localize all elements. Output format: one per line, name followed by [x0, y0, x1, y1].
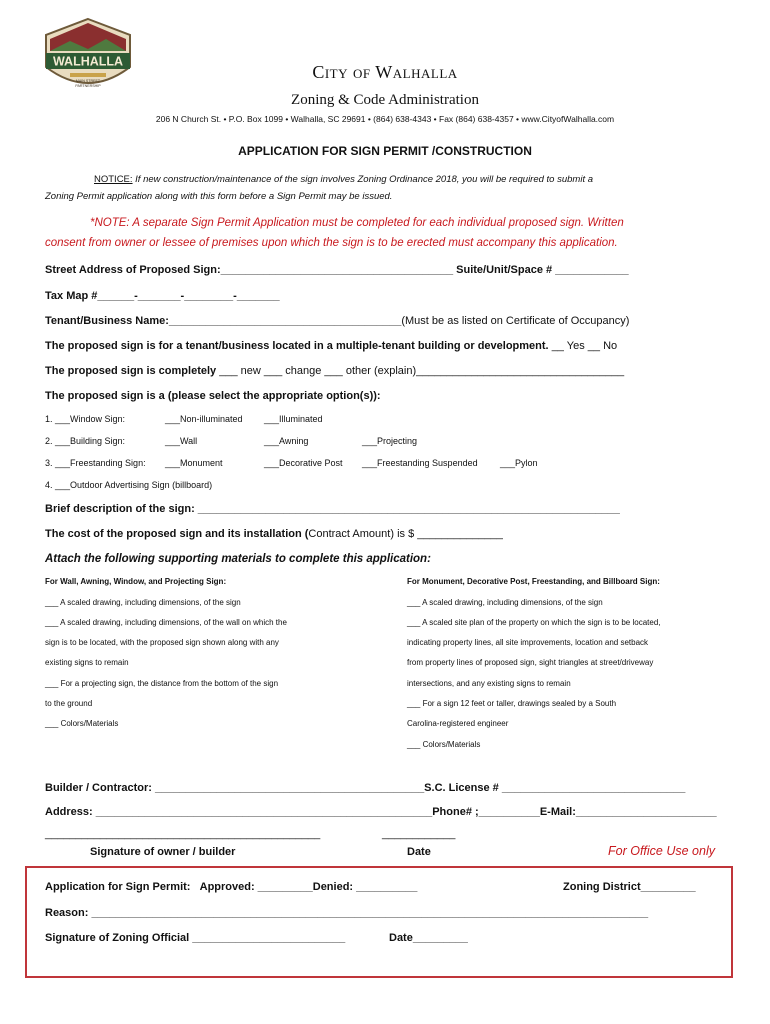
street-address-field[interactable]: Street Address of Proposed Sign:______________________________________ Suite/Unit/Space # ____________: [45, 264, 629, 276]
cost-tail: ) is $ ______________: [390, 528, 503, 540]
svg-text:PARTNERSHIP: PARTNERSHIP: [75, 84, 101, 88]
multi-tenant-text: The proposed sign is for a tenant/business located in a multiple-tenant building or development.: [45, 340, 549, 352]
svg-text:MAIN STREET: MAIN STREET: [75, 79, 101, 83]
cost-label: The cost of the proposed sign and its installation (: [45, 528, 309, 540]
option-awning[interactable]: ___Awning: [264, 436, 309, 446]
cost-field[interactable]: [45, 528, 503, 540]
right-item-3[interactable]: ___ For a sign 12 feet or taller, drawings sealed by a South: [407, 699, 617, 708]
left-item-4[interactable]: ___ Colors/Materials: [45, 719, 119, 728]
org-name: City of Walhalla: [312, 62, 458, 82]
note-line-2: consent from owner or lessee of premises upon which the sign is to be erected must accompany this application.: [45, 237, 618, 249]
completely-question: [45, 365, 624, 377]
option-projecting[interactable]: ___Projecting: [362, 436, 418, 446]
attach-heading: Attach the following supporting materials to complete this application:: [45, 553, 431, 565]
form-title: APPLICATION FOR SIGN PERMIT /CONSTRUCTION: [238, 144, 532, 158]
office-application-label: Application for Sign Permit:: [45, 881, 191, 893]
completely-label: The proposed sign is completely: [45, 365, 217, 377]
notice-label: NOTICE:: [94, 174, 133, 185]
walhalla-logo: [40, 17, 136, 99]
option-pylon[interactable]: ___Pylon: [500, 458, 538, 468]
left-item-2-cont-2: existing signs to remain: [45, 658, 129, 667]
left-item-3[interactable]: ___ For a projecting sign, the distance from the bottom of the sign: [45, 679, 279, 688]
option-billboard[interactable]: 4. ___Outdoor Advertising Sign (billboard): [45, 480, 213, 490]
department-name: Zoning & Code Administration: [291, 92, 479, 108]
tenant-name-label: Tenant/Business Name:______________________________________: [45, 315, 402, 327]
left-col-heading: For Wall, Awning, Window, and Projecting Sign:: [45, 577, 227, 586]
svg-text:WALHALLA: WALHALLA: [52, 54, 124, 69]
multi-tenant-question: [45, 340, 617, 352]
address-field[interactable]: Address: _______________________________________________________Phone# ;__________E-Mail:_______________________: [45, 806, 717, 818]
walhalla-logo-icon: [40, 17, 136, 99]
notice-line-2: Zoning Permit application along with this form before a Sign Permit may be issued.: [45, 191, 393, 202]
notice-text-1: If new construction/maintenance of the sign involves Zoning Ordinance 2018, you will be required to submit a: [132, 174, 594, 185]
completely-options[interactable]: ___ new ___ change ___ other (explain)__________________________________: [219, 365, 625, 377]
option-monument[interactable]: ___Monument: [165, 458, 223, 468]
office-zoning-district[interactable]: Zoning District_________: [563, 881, 696, 893]
signature-line[interactable]: _____________________________________________: [45, 828, 321, 840]
right-item-4[interactable]: ___ Colors/Materials: [407, 740, 481, 749]
right-item-2[interactable]: ___ A scaled site plan of the property on which the sign is to be located,: [407, 618, 661, 627]
right-item-2-cont-2: from property lines of proposed sign, sight triangles at street/driveway: [407, 658, 654, 667]
tenant-name-field[interactable]: [45, 315, 629, 327]
left-item-1[interactable]: ___ A scaled drawing, including dimensions, of the sign: [45, 598, 241, 607]
option-decorative-post[interactable]: ___Decorative Post: [264, 458, 343, 468]
office-denied[interactable]: Denied: __________: [312, 881, 418, 893]
left-item-2[interactable]: ___ A scaled drawing, including dimensions, of the wall on which the: [45, 618, 287, 627]
left-item-2-cont: sign is to be located, with the proposed sign shown along with any: [45, 638, 279, 647]
option-illuminated[interactable]: ___Illuminated: [264, 414, 323, 424]
brief-description-field[interactable]: Brief description of the sign: _____________________________________________________________________: [45, 503, 620, 515]
option-freestanding-suspended[interactable]: ___Freestanding Suspended: [362, 458, 478, 468]
option-non-illuminated[interactable]: ___Non-illuminated: [165, 414, 243, 424]
left-item-3-cont: to the ground: [45, 699, 93, 708]
tax-map-field[interactable]: Tax Map #______-_______-________-_______: [45, 290, 280, 302]
option-building-sign[interactable]: 2. ___Building Sign:: [45, 436, 126, 446]
office-date[interactable]: Date_________: [389, 932, 468, 944]
right-item-2-cont-3: intersections, and any existing signs to remain: [407, 679, 571, 688]
tenant-note: (Must be as listed on Certificate of Occupancy): [401, 315, 630, 327]
builder-field[interactable]: Builder / Contractor: ____________________________________________S.C. License # ______________________________: [45, 782, 686, 794]
office-zoning-official-signature[interactable]: Signature of Zoning Official _________________________: [45, 932, 346, 944]
note-line-1: *NOTE: A separate Sign Permit Application must be completed for each individual proposed sign. Written: [90, 217, 624, 229]
right-item-3-cont: Carolina-registered engineer: [407, 719, 509, 728]
office-reason[interactable]: Reason: ___________________________________________________________________________________________: [45, 907, 649, 919]
right-col-heading: For Monument, Decorative Post, Freestanding, and Billboard Sign:: [407, 577, 660, 586]
date-line[interactable]: ____________: [382, 828, 456, 840]
multi-tenant-answer[interactable]: __ Yes __ No: [551, 340, 618, 352]
date-label: Date: [407, 846, 431, 858]
notice-line-1: [94, 174, 593, 185]
signature-label: Signature of owner / builder: [90, 846, 236, 858]
office-application-line: [45, 881, 417, 893]
office-use-label: For Office Use only: [608, 844, 715, 858]
office-approved[interactable]: Approved: _________: [199, 881, 313, 893]
right-item-2-cont: indicating property lines, all site improvements, location and setback: [407, 638, 649, 647]
sign-type-heading: The proposed sign is a (please select the appropriate option(s)):: [45, 390, 381, 402]
option-freestanding-sign[interactable]: 3. ___Freestanding Sign:: [45, 458, 146, 468]
option-wall[interactable]: ___Wall: [165, 436, 198, 446]
contact-address: 206 N Church St. • P.O. Box 1099 • Walhalla, SC 29691 • (864) 638-4343 • Fax (864) 638-4357 • www.CityofWalhalla.com: [155, 114, 615, 124]
right-item-1[interactable]: ___ A scaled drawing, including dimensions, of the sign: [407, 598, 603, 607]
cost-contract: Contract Amount: [308, 528, 391, 540]
option-window-sign[interactable]: 1. ___Window Sign:: [45, 414, 126, 424]
